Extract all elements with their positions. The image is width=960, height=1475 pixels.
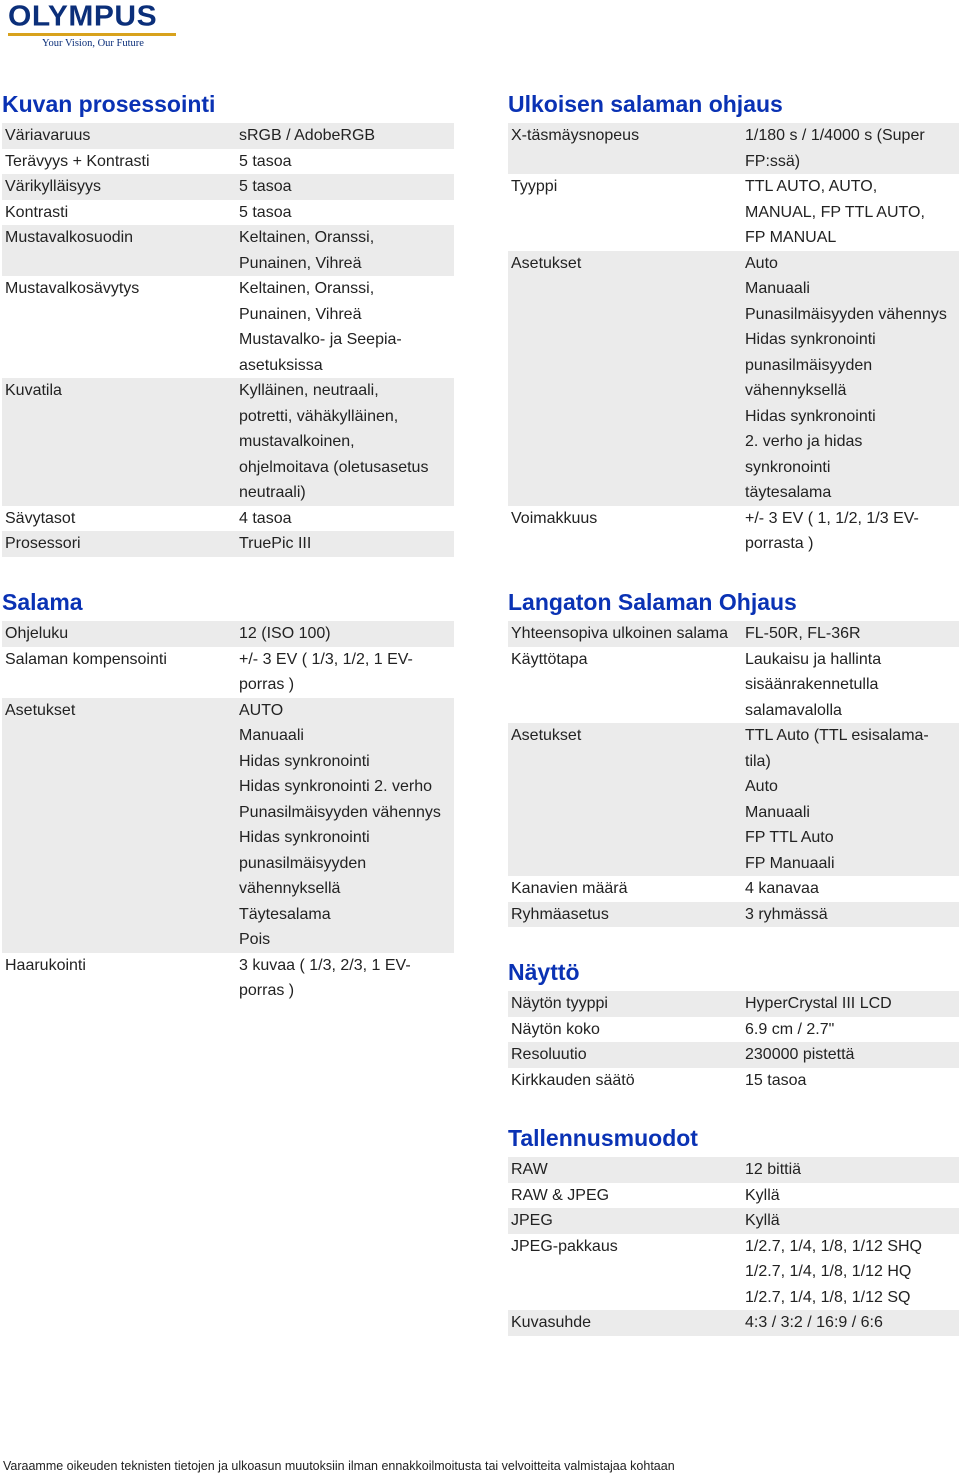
spec-value: 6.9 cm / 2.7" — [745, 1020, 835, 1038]
spec-row — [508, 1183, 959, 1209]
spec-row — [2, 698, 454, 953]
section-langaton-salaman-ohjaus — [508, 589, 959, 927]
spec-value: 1/2.7, 1/4, 1/8, 1/12 SHQ 1/2.7, 1/4, 1/8, 1/12 HQ 1/2.7, 1/4, 1/8, 1/12 SQ — [745, 1237, 922, 1306]
spec-row — [2, 531, 454, 557]
spec-value: 15 tasoa — [745, 1071, 807, 1089]
section-kuvan-prosessointi — [2, 91, 454, 557]
spec-value: FL-50R, FL-36R — [745, 625, 861, 642]
spec-label: Väriavaruus — [5, 127, 91, 144]
section-title: Langaton Salaman Ohjaus — [508, 589, 797, 615]
spec-row — [2, 647, 454, 698]
spec-label: Näytön tyyppi — [511, 995, 608, 1012]
spec-row — [2, 276, 454, 378]
spec-label: Kuvatila — [5, 382, 62, 399]
spec-value: 5 tasoa — [239, 178, 292, 195]
section-title: Ulkoisen salaman ohjaus — [508, 91, 783, 117]
logo-underline — [8, 33, 176, 36]
spec-table — [2, 123, 454, 557]
spec-label: Terävyys + Kontrasti — [5, 152, 150, 170]
spec-value: 4 tasoa — [239, 509, 292, 527]
spec-label: Värikylläisyys — [5, 178, 102, 195]
logo-wordmark: OLYMPUS — [8, 0, 158, 33]
spec-label: Käyttötapa — [511, 650, 588, 668]
disclaimer-footer: Varaamme oikeuden teknisten tietojen ja ulkoasun muutoksiin ilman ennakkoilmoitusta tai velvoitteita valmistajaa kohtaan — [3, 1459, 675, 1473]
spec-row — [508, 174, 959, 251]
spec-table — [508, 621, 959, 927]
spec-value: 230000 pistettä — [745, 1046, 855, 1063]
spec-table — [508, 123, 959, 557]
spec-row — [508, 1310, 959, 1336]
spec-value: AUTO Manuaali Hidas synkronointi Hidas synkronointi 2. verho Punasilmäisyyden vähennys Hidas synkronointi punasilmäisyyden vähennyksellä Täytesalama Pois — [239, 701, 441, 948]
spec-row — [508, 1234, 959, 1311]
spec-label: Ohjeluku — [5, 625, 69, 642]
section-title: Näyttö — [508, 959, 580, 985]
spec-label: Salaman kompensointi — [5, 650, 167, 668]
spec-label: Kontrasti — [5, 203, 69, 221]
spec-value: Laukaisu ja hallinta sisäänrakennetulla salamavalolla — [745, 650, 882, 719]
spec-row — [2, 123, 454, 149]
spec-value: 5 tasoa — [239, 152, 292, 170]
logo-tagline: Your Vision, Our Future — [42, 38, 144, 49]
spec-row — [508, 1157, 959, 1183]
spec-label: Kirkkauden säätö — [511, 1071, 635, 1089]
spec-row — [2, 953, 454, 1004]
spec-label: Haarukointi — [5, 956, 86, 974]
spec-value: sRGB / AdobeRGB — [239, 127, 376, 144]
spec-value: 12 bittiä — [745, 1161, 802, 1178]
spec-value: Auto Manuaali Punasilmäisyyden vähennys Hidas synkronointi punasilmäisyyden vähennyksellä Hidas synkronointi 2. verho ja hidas synkronointi täytesalama — [745, 254, 947, 501]
spec-row — [508, 1208, 959, 1234]
spec-value: 3 kuvaa ( 1/3, 2/3, 1 EV- porras ) — [239, 956, 411, 999]
spec-row — [2, 200, 454, 226]
spec-table — [508, 1157, 959, 1336]
section-title: Kuvan prosessointi — [2, 91, 216, 117]
spec-value: TTL AUTO, AUTO, MANUAL, FP TTL AUTO, FP MANUAL — [745, 178, 925, 246]
spec-label: X-täsmäysnopeus — [511, 127, 640, 144]
section-salama — [2, 589, 454, 1004]
spec-row — [508, 876, 959, 902]
olympus-logo — [8, 2, 180, 52]
spec-value: Kyllä — [745, 1212, 780, 1229]
spec-row — [508, 723, 959, 876]
spec-value: 4:3 / 3:2 / 16:9 / 6:6 — [745, 1314, 883, 1331]
section-tallennusmuodot — [508, 1125, 959, 1336]
spec-value: HyperCrystal III LCD — [745, 995, 892, 1012]
spec-row — [508, 123, 959, 174]
spec-label: Asetukset — [5, 701, 76, 719]
spec-row — [508, 647, 959, 724]
spec-value: TruePic III — [239, 535, 312, 552]
spec-row — [508, 1042, 959, 1068]
spec-label: Näytön koko — [511, 1020, 600, 1038]
spec-value: +/- 3 EV ( 1, 1/2, 1/3 EV- porrasta ) — [745, 509, 919, 552]
spec-label: Mustavalkosuodin — [5, 229, 134, 246]
spec-label: RAW & JPEG — [511, 1186, 610, 1204]
spec-row — [2, 174, 454, 200]
spec-label: Asetukset — [511, 727, 582, 744]
spec-label: RAW — [511, 1161, 548, 1178]
spec-value: Kyllä — [745, 1186, 780, 1204]
spec-label: Prosessori — [5, 535, 81, 552]
spec-label: Kuvasuhde — [511, 1314, 592, 1331]
section-title: Tallennusmuodot — [508, 1125, 698, 1151]
spec-row — [508, 902, 959, 928]
spec-value: Keltainen, Oranssi, Punainen, Vihreä — [239, 229, 375, 272]
spec-label: Yhteensopiva ulkoinen salama — [511, 625, 729, 642]
section-naytto — [508, 959, 959, 1093]
spec-row — [2, 225, 454, 276]
spec-row — [508, 251, 959, 506]
spec-value: 1/180 s / 1/4000 s (Super FP:ssä) — [745, 127, 925, 170]
spec-label: Sävytasot — [5, 509, 76, 527]
spec-value: 3 ryhmässä — [745, 905, 828, 923]
spec-label: Kanavien määrä — [511, 880, 628, 897]
spec-value: 5 tasoa — [239, 203, 292, 221]
spec-row — [508, 991, 959, 1017]
spec-value: 12 (ISO 100) — [239, 625, 331, 642]
spec-row — [508, 1017, 959, 1043]
spec-row — [508, 506, 959, 557]
spec-label: Resoluutio — [511, 1046, 587, 1063]
spec-row — [2, 506, 454, 532]
spec-row — [2, 621, 454, 647]
spec-row — [2, 378, 454, 506]
spec-label: Ryhmäasetus — [511, 905, 609, 923]
spec-table — [508, 991, 959, 1093]
spec-value: Kylläinen, neutraali, potretti, vähäkylläinen, mustavalkoinen, ohjelmoitava (oletusasetus neutraali) — [239, 382, 429, 501]
spec-value: Keltainen, Oranssi, Punainen, Vihreä Mustavalko- ja Seepia- asetuksissa — [239, 280, 402, 374]
spec-table — [2, 621, 454, 1004]
spec-label: Mustavalkosävytys — [5, 280, 140, 297]
section-ulkoisen-salaman-ohjaus — [508, 91, 959, 557]
spec-value: 4 kanavaa — [745, 880, 819, 897]
spec-label: Tyyppi — [511, 178, 558, 195]
spec-label: JPEG — [511, 1212, 553, 1229]
spec-row — [508, 1068, 959, 1094]
spec-value: +/- 3 EV ( 1/3, 1/2, 1 EV- porras ) — [239, 650, 413, 693]
spec-label: JPEG-pakkaus — [511, 1237, 618, 1255]
spec-label: Voimakkuus — [511, 509, 598, 527]
spec-row — [508, 621, 959, 647]
spec-label: Asetukset — [511, 254, 582, 272]
spec-row — [2, 149, 454, 175]
spec-value: TTL Auto (TTL esisalama- tila) Auto Manuaali FP TTL Auto FP Manuaali — [745, 727, 929, 872]
section-title: Salama — [2, 589, 83, 615]
